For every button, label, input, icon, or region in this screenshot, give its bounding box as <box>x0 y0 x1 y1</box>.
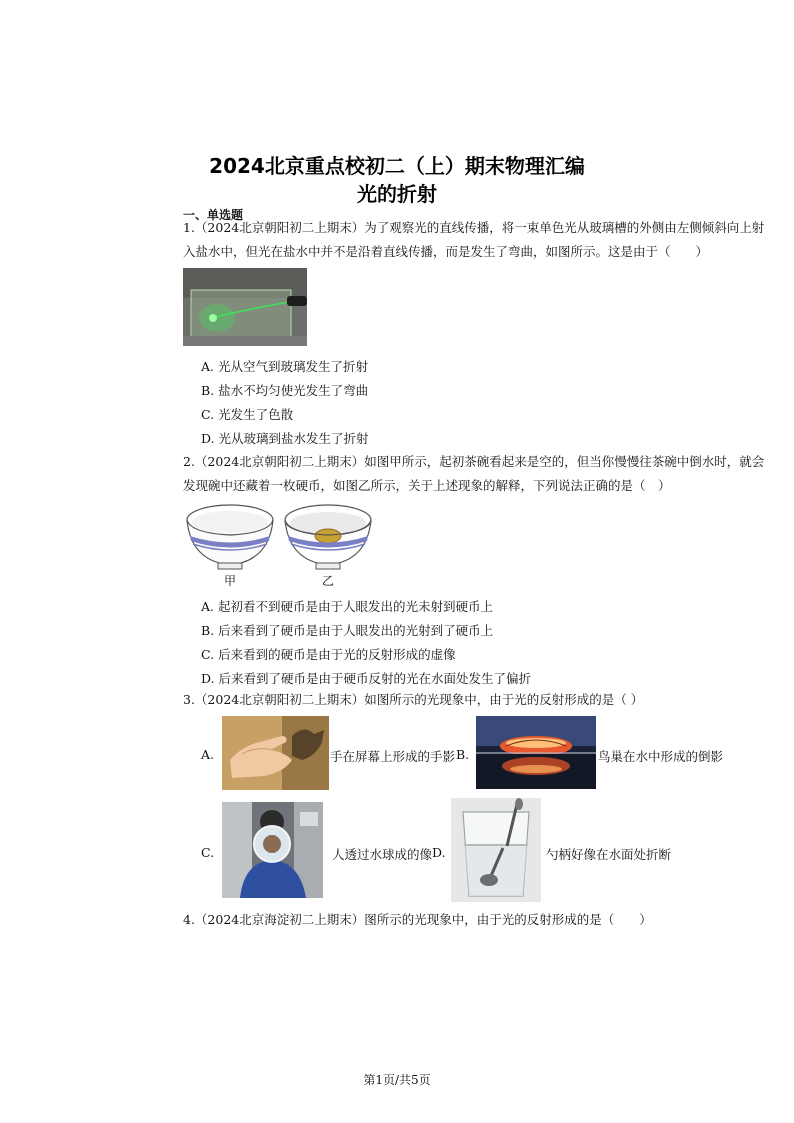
section-heading: 一、单选题 <box>183 208 244 222</box>
question-2-option-c: C. 后来看到的硬币是由于光的反射形成的虚像 <box>201 647 456 662</box>
question-1-option-c: C. 光发生了色散 <box>201 407 294 422</box>
question-2-line-2: 发现碗中还藏着一枚硬币，如图乙所示，关于上述现象的解释，下列说法正确的是（ ） <box>183 478 671 493</box>
question-3-option-d-text: 勺柄好像在水面处折断 <box>546 847 672 862</box>
question-1-line-2: 入盐水中，但光在盐水中并不是沿着直线传播，而是发生了弯曲，如图所示。这是由于（ ） <box>183 244 709 259</box>
birds-nest-reflection-photo <box>476 716 596 789</box>
figure-label-yi: 乙 <box>322 574 335 588</box>
question-3-option-d-letter: D. <box>432 845 446 860</box>
question-3-option-c-text: 人透过水球成的像 <box>332 847 433 862</box>
question-2-line-1: 2.（2024北京朝阳初二上期末）如图甲所示，起初茶碗看起来是空的，但当你慢慢往茶碗中倒水时，就会 <box>183 454 765 469</box>
question-4-line-1: 4.（2024北京海淀初二上期末）图所示的光现象中，由于光的反射形成的是（ ） <box>183 912 652 927</box>
question-3-option-b-letter: B. <box>456 747 470 762</box>
hand-shadow-photo <box>222 716 329 790</box>
water-ball-astronaut-photo <box>222 802 323 898</box>
bowl-figure-yi <box>283 503 373 571</box>
question-3-option-a-text: 手在屏幕上形成的手影 <box>330 749 456 764</box>
page-number: 第1页/共5页 <box>363 1073 431 1087</box>
question-1-line-1: 1.（2024北京朝阳初二上期末）为了观察光的直线传播，将一束单色光从玻璃槽的外侧由左侧倾斜向上射 <box>183 220 765 235</box>
question-2-option-d: D. 后来看到了硬币是由于硬币反射的光在水面处发生了偏折 <box>201 671 532 686</box>
laser-tank-photo <box>183 268 307 346</box>
question-2-option-a: A. 起初看不到硬币是由于人眼发出的光未射到硬币上 <box>201 599 493 614</box>
question-3-option-c-letter: C. <box>201 845 215 860</box>
question-3-option-a-letter: A. <box>201 747 215 762</box>
question-3-line-1: 3.（2024北京朝阳初二上期末）如图所示的光现象中，由于光的反射形成的是（ ） <box>183 692 644 707</box>
question-2-option-b: B. 后来看到了硬币是由于人眼发出的光射到了硬币上 <box>201 623 494 638</box>
document-subtitle: 光的折射 <box>357 182 437 206</box>
question-1-option-b: B. 盐水不均匀使光发生了弯曲 <box>201 383 369 398</box>
document-title: 2024北京重点校初二（上）期末物理汇编 <box>209 154 585 178</box>
bowl-figure-jia <box>185 503 275 571</box>
figure-label-jia: 甲 <box>224 574 237 588</box>
question-1-option-a: A. 光从空气到玻璃发生了折射 <box>201 359 368 374</box>
question-3-option-b-text: 鸟巢在水中形成的倒影 <box>598 749 724 764</box>
spoon-in-glass-photo <box>451 798 541 902</box>
question-1-option-d: D. 光从玻璃到盐水发生了折射 <box>201 431 369 446</box>
